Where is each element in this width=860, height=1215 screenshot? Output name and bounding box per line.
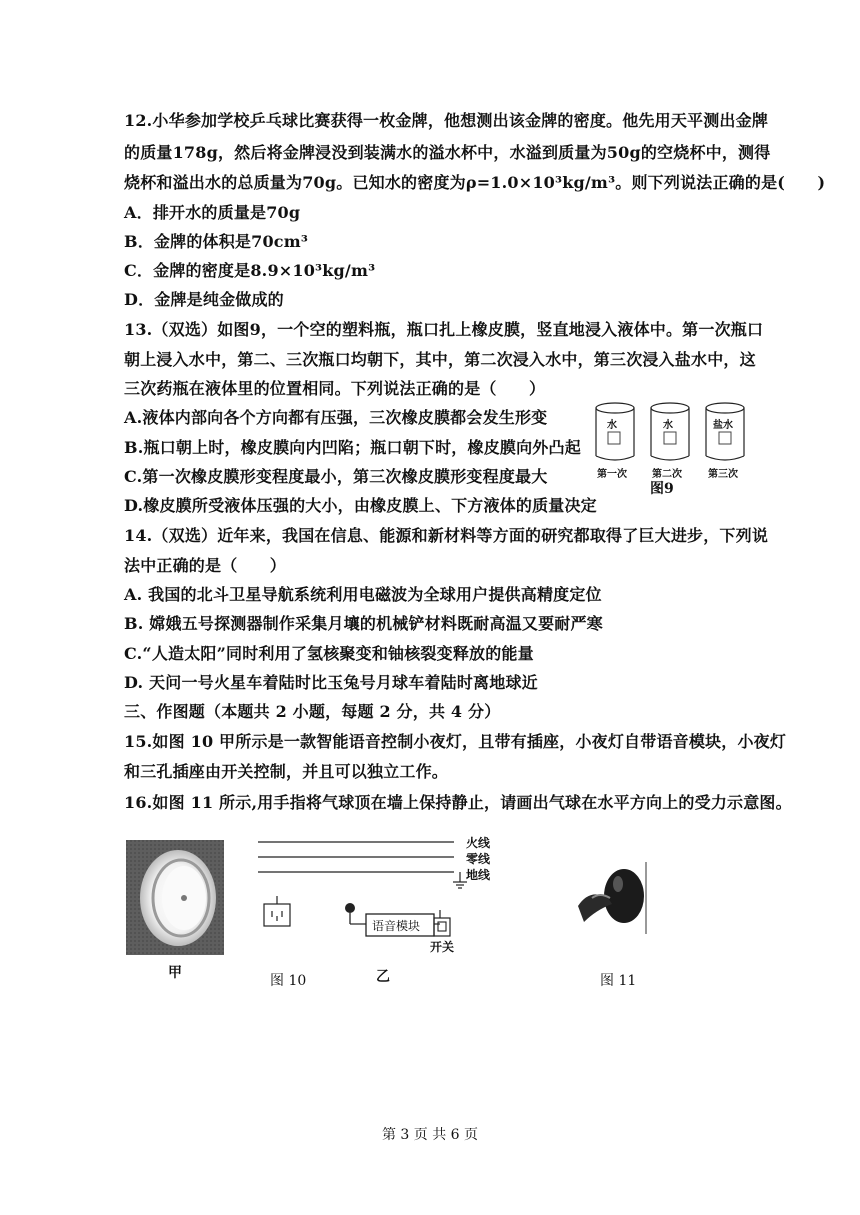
beaker-1-liquid: 水 [607,420,617,431]
beaker-1-label: 第一次 [597,469,627,480]
q13-line1: 13.（双选）如图9，一个空的塑料瓶，瓶口扎上橡皮膜，竖直地浸入液体中。第一次瓶口 [124,320,764,339]
q13-option-a: A.液体内部向各个方向都有压强，三次橡皮膜都会发生形变 [124,408,548,427]
three-hole-socket [264,896,290,926]
figure-11-balloon [574,858,652,936]
beaker-1 [596,403,634,460]
voice-module-label: 语音模块 [372,919,421,933]
figure-11-caption: 图 11 [600,973,637,989]
q14-option-c: C.“人造太阳”同时利用了氢核聚变和铀核裂变释放的能量 [124,644,534,663]
q14-line2: 法中正确的是（ ） [124,556,287,575]
figure-9 [588,398,758,496]
q12-option-d: D．金牌是纯金做成的 [124,290,284,309]
q13-line2: 朝上浸入水中，第二、三次瓶口均朝下，其中，第二次浸入水中，第三次浸入盐水中，这 [124,350,756,369]
q14-option-a: A. 我国的北斗卫星导航系统利用电磁波为全球用户提供高精度定位 [124,585,602,604]
figure-9-caption: 图9 [650,481,674,497]
q14-option-b: B. 嫦娥五号探测器制作采集月壤的机械铲材料既耐高温又要耐严寒 [124,614,603,633]
section-3-heading: 三、作图题（本题共 2 小题，每题 2 分，共 4 分） [124,702,501,721]
figure-10-yi-label: 乙 [376,969,390,985]
q12-option-c: C．金牌的密度是8.9×10³kg/m³ [124,261,376,280]
q16-line1: 16.如图 11 所示,用手指将气球顶在墙上保持静止，请画出气球在水平方向上的受力示意图。 [124,793,792,812]
beaker-2 [651,403,689,460]
q13-option-b: B.瓶口朝上时，橡皮膜向内凹陷；瓶口朝下时，橡皮膜向外凸起 [124,438,581,457]
zero-wire-label: 零线 [466,852,491,866]
fire-wire-label: 火线 [466,836,491,850]
night-lamp [345,903,366,924]
q12-option-b: B．金牌的体积是70cm³ [124,232,309,251]
q12-option-a: A．排开水的质量是70g [124,203,301,222]
figure-10-jia-label: 甲 [168,965,182,981]
page-number: 第 3 页 共 6 页 [381,1127,479,1143]
q13-option-d: D.橡皮膜所受液体压强的大小，由橡皮膜上、下方液体的质量决定 [124,496,597,515]
night-light-image [126,840,224,955]
switch-symbol [434,910,450,936]
beaker-3-liquid: 盐水 [713,420,733,431]
q12-line1: 12.小华参加学校乒乓球比赛获得一枚金牌，他想测出该金牌的密度。他先用天平测出金牌 [124,111,769,130]
q15-line1: 15.如图 10 甲所示是一款智能语音控制小夜灯，且带有插座，小夜灯自带语音模块，小夜灯 [124,732,787,751]
beaker-3-label: 第三次 [708,469,738,480]
q13-line3: 三次药瓶在液体里的位置相同。下列说法正确的是（ ） [124,379,546,398]
q12-line3: 烧杯和溢出水的总质量为70g。已知水的密度为ρ=1.0×10³kg/m³。则下列说法正确的是( ) [124,173,826,192]
figure-10-jia-photo [126,840,224,955]
q12-line2: 的质量178g，然后将金牌浸没到装满水的溢水杯中，水溢到质量为50g的空烧杯中，测得 [124,143,771,162]
figure-10-caption: 图 10 [270,973,307,989]
ground-wire-label: 地线 [466,868,491,882]
q14-option-d: D. 天问一号火星车着陆时比玉兔号月球车着陆时离地球近 [124,673,538,692]
q14-line1: 14.（双选）近年来，我国在信息、能源和新材料等方面的研究都取得了巨大进步，下列说 [124,526,769,545]
beaker-3 [706,403,744,460]
balloon-image [574,858,652,936]
figure-10-yi-circuit [254,832,504,962]
switch-label: 开关 [430,940,455,954]
beaker-2-label: 第二次 [652,469,682,480]
q13-option-c: C.第一次橡皮膜形变程度最小，第三次橡皮膜形变程度最大 [124,467,548,486]
q15-line2: 和三孔插座由开关控制，并且可以独立工作。 [124,762,449,781]
beaker-2-liquid: 水 [663,420,673,431]
